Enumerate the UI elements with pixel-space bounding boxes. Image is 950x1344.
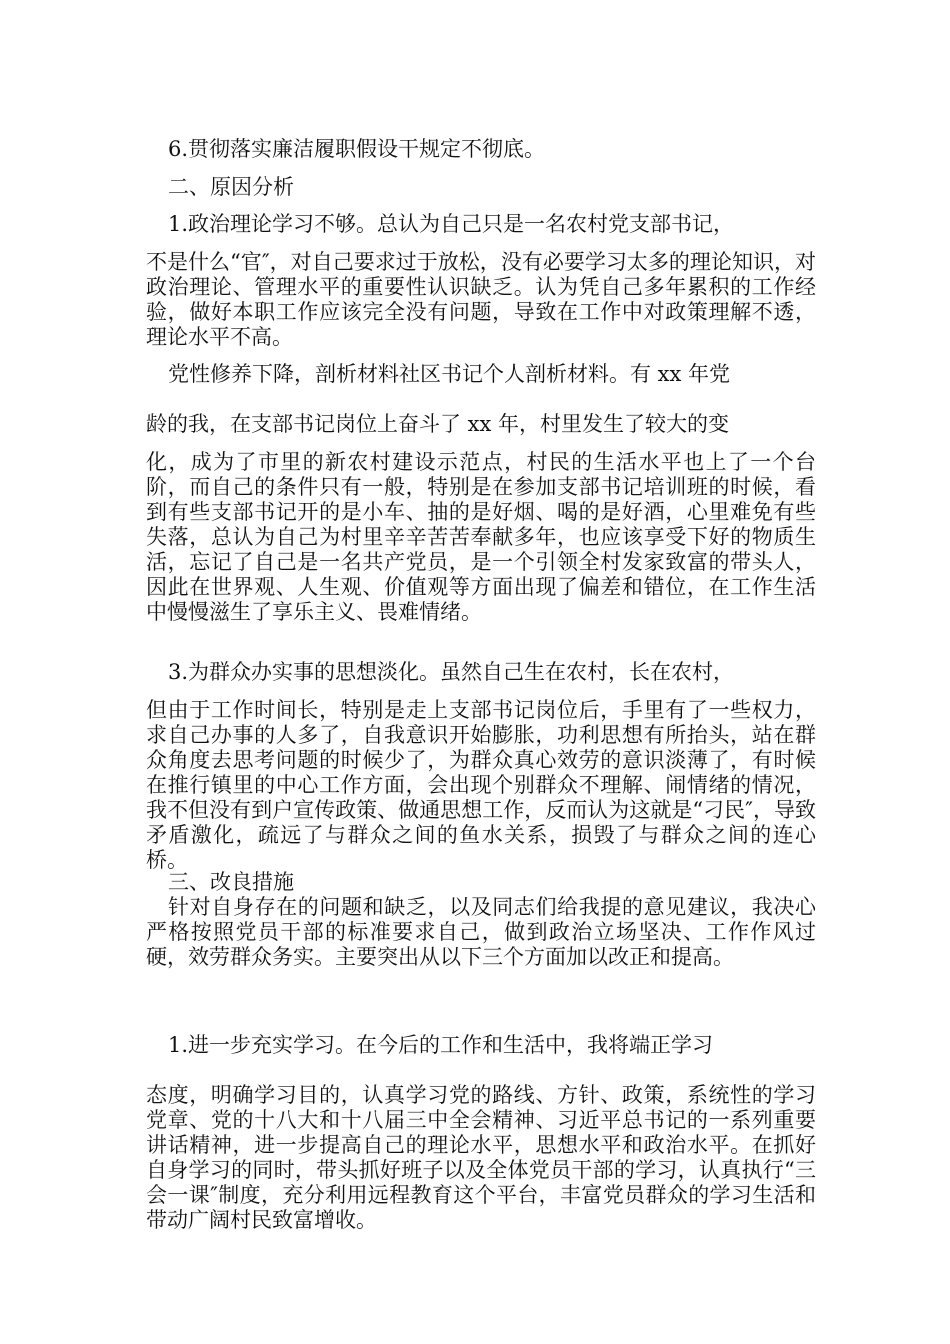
- paragraph-cause-2-body: 化，成为了市里的新农村建设示范点，村民的生活水平也上了一个台阶，而自己的条件只有一般，特别是在参加支部书记培训班的时候，看到有些支部书记开的是小车、抽的是好烟、喝的是好酒，心里难免有些失落，总认为自己为村里辛辛苦苦奉献多年，也应该享受下好的物质生活，忘记了自己是一名共产党员，是一个引领全村发家致富的带头人，因此在世界观、人生观、价值观等方面出现了偏差和错位，在工作生活中慢慢滋生了享乐主义、畏难情绪。: [146, 450, 816, 624]
- paragraph-measure-1-body: 态度，明确学习目的，认真学习党的路线、方针、政策，系统性的学习党章、党的十八大和十八届三中全会精神、习近平总书记的一系列重要讲话精神，进一步提高自己的理论水平，思想水平和政治水平。在抓好自身学习的同时，带头抓好班子以及全体党员干部的学习，认真执行“三会一课″制度，充分利用远程教育这个平台，丰富党员群众的学习生活和带动广阔村民致富增收。: [146, 1083, 816, 1232]
- paragraph-cause-2-first-line: 党性修养下降，剖析材料社区书记个人剖析材料。有 xx 年党: [168, 362, 731, 386]
- paragraph-cause-1-body: 不是什么“官″，对自己要求过于放松，没有必要学习太多的理论知识，对政治理论、管理水平的重要性认识缺乏。认为凭自己多年累积的工作经验，做好本职工作应该完全没有问题，导致在工作中对政策理解不透，理论水平不高。: [146, 250, 816, 349]
- paragraph-cause-2-second-line: 龄的我，在支部书记岗位上奋斗了 xx 年，村里发生了较大的变: [146, 412, 730, 436]
- paragraph-improvement-intro: 针对自身存在的问题和缺乏，以及同志们给我提的意见建议，我决心严格按照党员干部的标准要求自己，做到政治立场坚决、工作作风过硬，效劳群众务实。主要突出从以下三个方面加以改正和提高。: [146, 895, 816, 969]
- paragraph-cause-3-body: 但由于工作时间长，特别是走上支部书记岗位后，手里有了一些权力，求自己办事的人多了，自我意识开始膨胀，功利思想有所抬头，站在群众角度去思考问题的时候少了，为群众真心效劳的意识淡薄了，有时候在推行镇里的中心工作方面，会出现个别群众不理解、闹情绪的情况，我不但没有到户宣传政策、做通思想工作，反而认为这就是“刁民″，导致矛盾激化，疏远了与群众之间的鱼水关系，损毁了与群众之间的连心桥。: [146, 698, 816, 872]
- paragraph-measure-1-first-line: 1.进一步充实学习。在今后的工作和生活中，我将端正学习: [168, 1033, 714, 1057]
- paragraph-item-6: 6.贯彻落实廉洁履职假设干规定不彻底。: [168, 137, 546, 161]
- section-heading-improvement: 三、改良措施: [168, 870, 294, 894]
- paragraph-cause-1-first-line: 1.政治理论学习不够。总认为自己只是一名农村党支部书记，: [168, 212, 735, 236]
- section-heading-cause-analysis: 二、原因分析: [168, 175, 294, 199]
- paragraph-cause-3-first-line: 3.为群众办实事的思想淡化。虽然自己生在农村，长在农村，: [168, 660, 735, 684]
